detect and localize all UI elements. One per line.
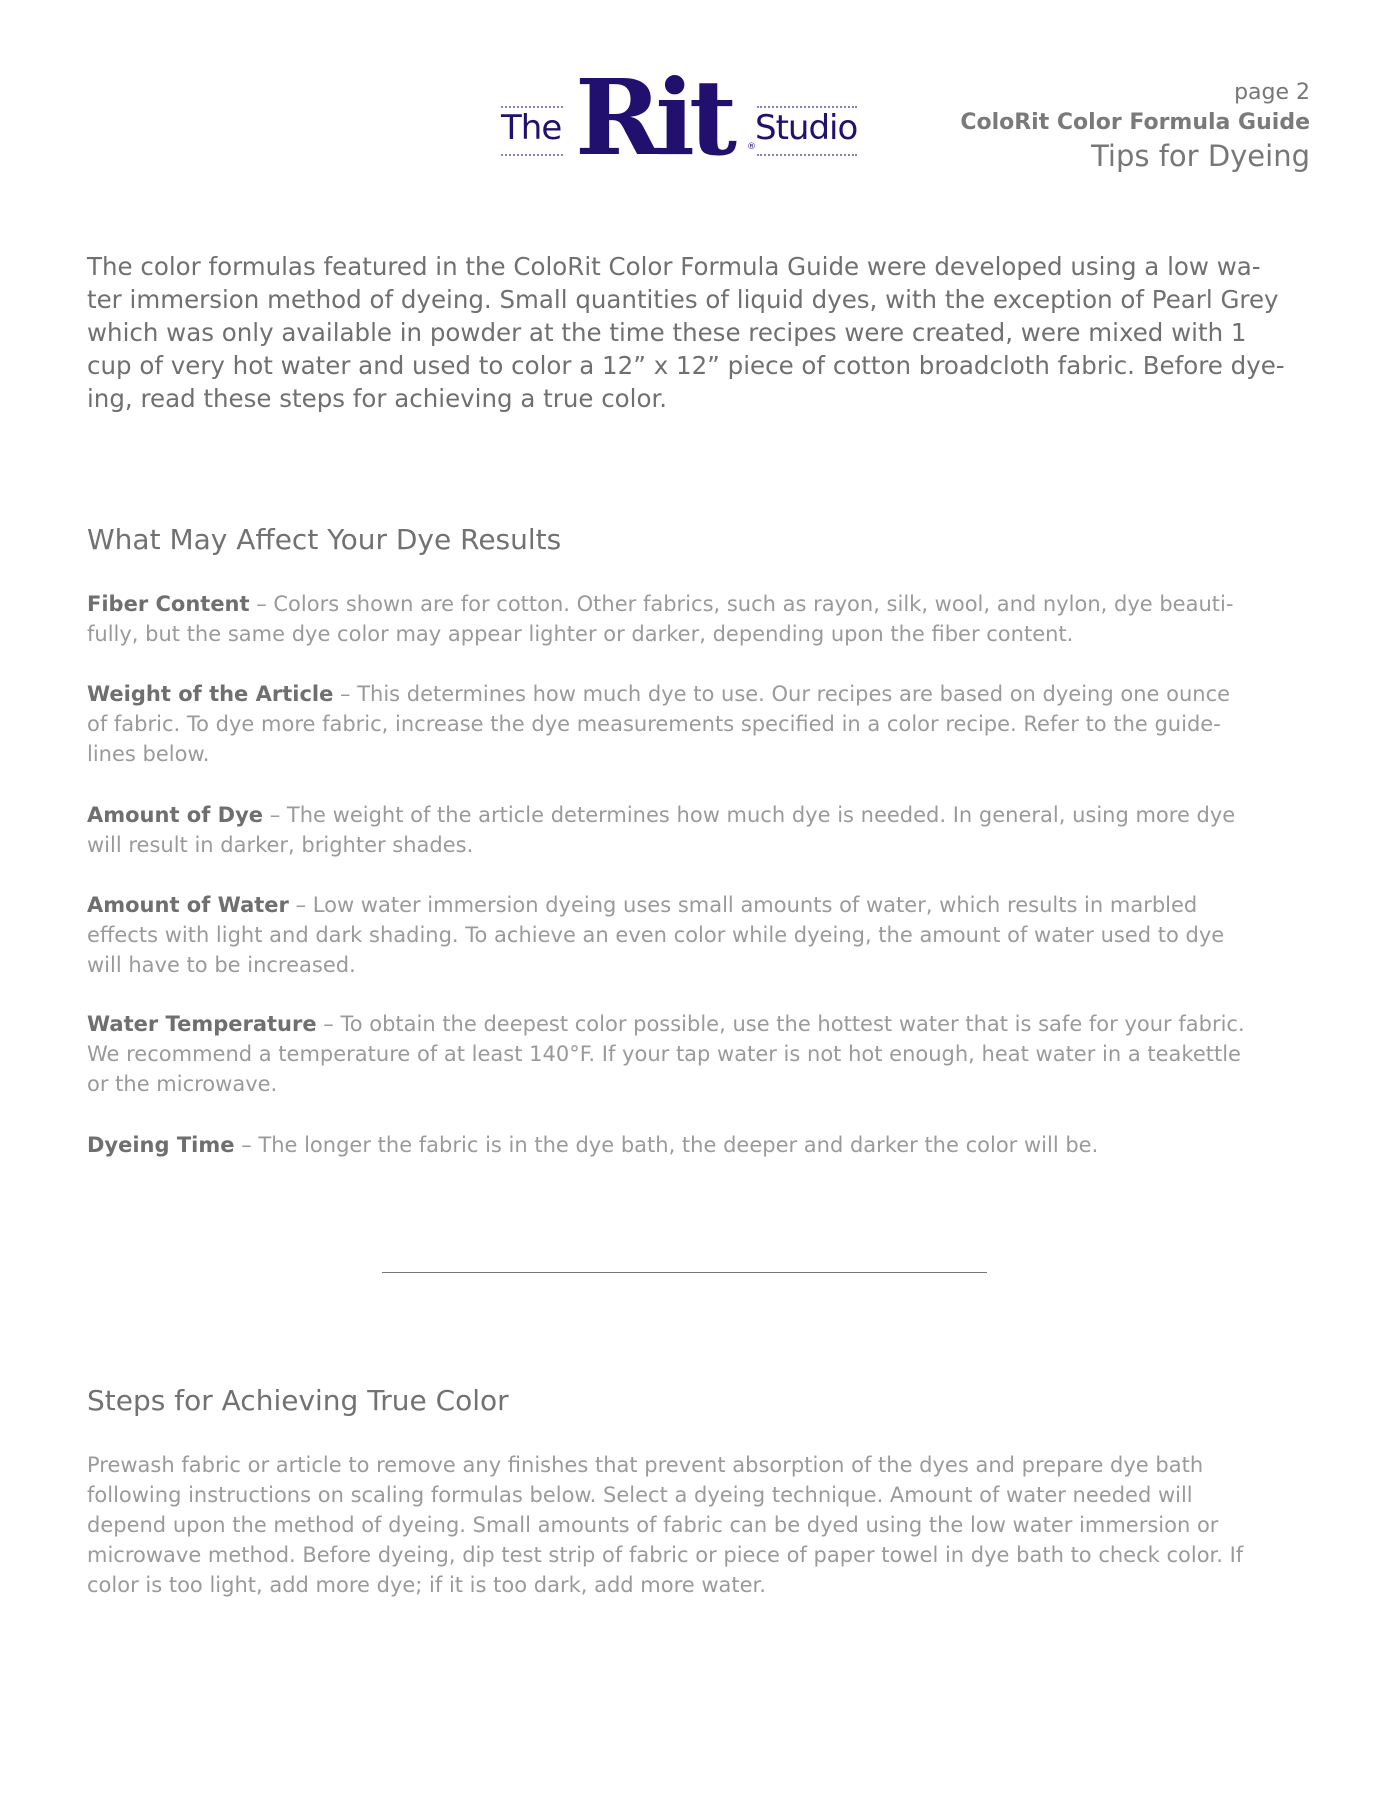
factor-paragraph: [87, 1009, 1327, 1099]
factor-paragraph: [87, 890, 1327, 980]
text-line: cup of very hot water and used to color a 12” x 12” piece of cotton broadcloth fabric. Before dye-: [87, 351, 1285, 380]
factor-label: Weight of the Article: [87, 682, 334, 706]
steps-paragraph: [87, 1450, 1327, 1600]
factor-label: Water Temperature: [87, 1012, 317, 1036]
intro-paragraph: [87, 250, 1327, 415]
text-line: depend upon the method of dyeing. Small amounts of fabric can be dyed using the low water immersion or: [87, 1513, 1219, 1537]
text-line: [87, 589, 1327, 619]
text-line: effects with light and dark shading. To achieve an even color while dyeing, the amount of water used to dye: [87, 923, 1225, 947]
text-line: We recommend a temperature of at least 140°F. If your tap water is not hot enough, heat water in a teakettle: [87, 1042, 1241, 1066]
text-line: [87, 1130, 1327, 1160]
factor-text: – To obtain the deepest color possible, use the hottest water that is safe for your fabric.: [316, 1012, 1245, 1036]
text-line: which was only available in powder at the time these recipes were created, were mixed with 1: [87, 318, 1247, 347]
factor-text: – The weight of the article determines how much dye is needed. In general, using more dye: [263, 803, 1236, 827]
guide-title: ColoRit Color Formula Guide: [960, 110, 1310, 135]
text-line: of fabric. To dye more fabric, increase the dye measurements specified in a color recipe. Refer to the guide-: [87, 712, 1221, 736]
factor-label: Dyeing Time: [87, 1133, 235, 1157]
factor-label: Amount of Dye: [87, 803, 264, 827]
text-line: [87, 890, 1327, 920]
text-line: or the microwave.: [87, 1072, 278, 1096]
factor-text: – Low water immersion dyeing uses small amounts of water, which results in marbled: [288, 893, 1198, 917]
logo-registered: ®: [747, 142, 756, 152]
logo-rit: Rit: [575, 56, 731, 179]
page-number: page 2: [1234, 80, 1310, 105]
logo-the: The: [501, 108, 562, 148]
factor-label: Fiber Content: [87, 592, 250, 616]
text-line: fully, but the same dye color may appear lighter or darker, depending upon the fiber content.: [87, 622, 1074, 646]
factor-text: – Colors shown are for cotton. Other fabrics, such as rayon, silk, wool, and nylon, dye beauti-: [249, 592, 1234, 616]
divider: [382, 1272, 987, 1273]
section-heading: Steps for Achieving True Color: [87, 1384, 509, 1417]
factor-paragraph: [87, 589, 1327, 649]
factor-paragraph: [87, 1130, 1327, 1160]
text-line: Prewash fabric or article to remove any finishes that prevent absorption of the dyes and prepare dye bath: [87, 1453, 1204, 1477]
text-line: ter immersion method of dyeing. Small quantities of liquid dyes, with the exception of Pearl Grey: [87, 285, 1279, 314]
text-line: [87, 679, 1327, 709]
text-line: microwave method. Before dyeing, dip test strip of fabric or piece of paper towel in dye bath to check color. If: [87, 1543, 1244, 1567]
page-title: Tips for Dyeing: [1091, 139, 1310, 173]
text-line: [87, 1009, 1327, 1039]
text-line: The color formulas featured in the ColoRit Color Formula Guide were developed using a low wa-: [87, 252, 1261, 281]
factor-text: – This determines how much dye to use. Our recipes are based on dyeing one ounce: [333, 682, 1231, 706]
factor-paragraph: [87, 679, 1327, 769]
text-line: will result in darker, brighter shades.: [87, 833, 474, 857]
section-heading: What May Affect Your Dye Results: [87, 523, 562, 556]
factor-paragraph: [87, 800, 1327, 860]
factor-text: – The longer the fabric is in the dye bath, the deeper and darker the color will be.: [234, 1133, 1099, 1157]
text-line: lines below.: [87, 742, 210, 766]
text-line: color is too light, add more dye; if it is too dark, add more water.: [87, 1573, 766, 1597]
logo-dots: [501, 154, 563, 156]
logo-dots: [757, 154, 857, 156]
factor-label: Amount of Water: [87, 893, 289, 917]
rit-studio-logo: [495, 56, 875, 182]
text-line: ing, read these steps for achieving a true color.: [87, 384, 668, 413]
logo-studio: Studio: [755, 108, 858, 148]
text-line: following instructions on scaling formulas below. Select a dyeing technique. Amount of water needed will: [87, 1483, 1193, 1507]
text-line: will have to be increased.: [87, 953, 356, 977]
text-line: [87, 800, 1327, 830]
